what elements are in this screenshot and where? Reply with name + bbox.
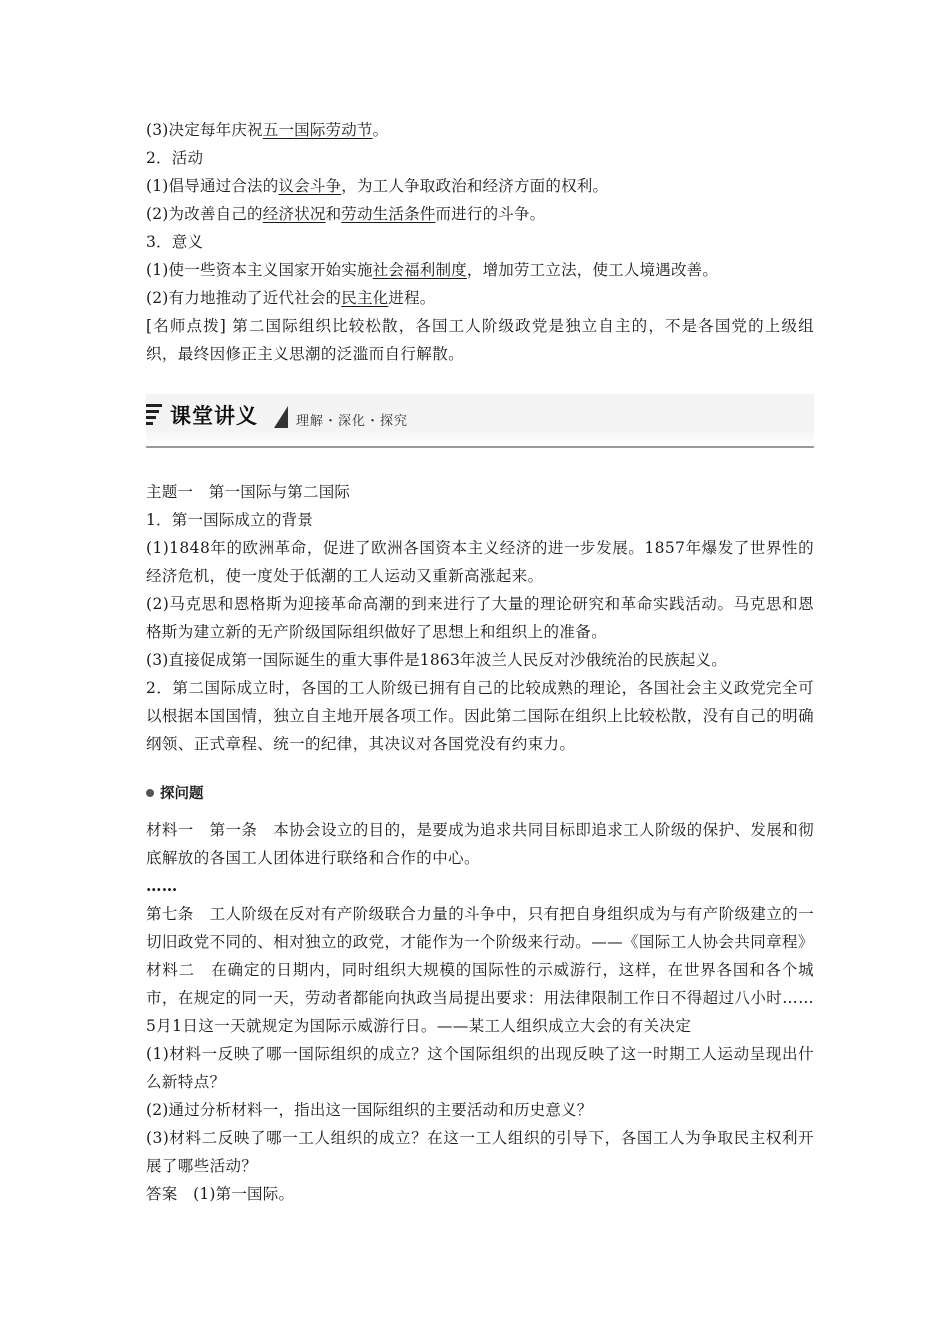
item-parliament: (1)倡导通过合法的议会斗争，为工人争取政治和经济方面的权利。 xyxy=(146,177,609,195)
background-para-3: (3)直接促成第一国际诞生的重大事件是1863年波兰人民反对沙俄统治的民族起义。 xyxy=(146,651,727,669)
term-democracy: 民主化 xyxy=(341,289,389,307)
question-1: (1)材料一反映了哪一国际组织的成立？这个国际组织的出现反映了这一时期工人运动呈现出什么新特点？ xyxy=(146,1045,814,1091)
teacher-tip: [名师点拨] 第二国际组织比较松散，各国工人阶级政党是独立自主的，不是各国党的上级组织，最终因修正主义思潮的泛滥而自行解散。 xyxy=(146,317,814,363)
stripes-icon xyxy=(146,404,162,426)
question-2: (2)通过分析材料一，指出这一国际组织的主要活动和历史意义？ xyxy=(146,1101,593,1119)
document-page xyxy=(146,116,814,1208)
second-international-para: 2．第二国际成立时，各国的工人阶级已拥有自己的比较成熟的理论，各国社会主义政党完全可以根据本国国情，独立自主地开展各项工作。因此第二国际在组织上比较松散，没有自己的明确纲领、正式章程、统一的纪律，其决议对各国党没有约束力。 xyxy=(146,679,814,753)
ellipsis: …… xyxy=(146,876,178,895)
banner-title: 课堂讲义 xyxy=(170,404,258,428)
topic-heading: 主题一 第一国际与第二国际 xyxy=(146,483,351,501)
item-may-day: (3)决定每年庆祝五一国际劳动节。 xyxy=(146,121,389,139)
section-activities: 2．活动 xyxy=(146,149,204,167)
term-labor: 劳动生活条件 xyxy=(341,205,436,223)
item-welfare: (1)使一些资本主义国家开始实施社会福利制度，增加劳工立法，使工人境遇改善。 xyxy=(146,261,719,279)
section-significance: 3．意义 xyxy=(146,233,204,251)
material-one-article-seven: 第七条 工人阶级在反对有产阶级联合力量的斗争中，只有把自身组织成为与有产阶级建立的一切旧政党不同的、相对独立的政党，才能作为一个阶级来行动。——《国际工人协会共同章程》 xyxy=(146,905,814,951)
material-two: 材料二 在确定的日期内，同时组织大规模的国际性的示威游行，这样，在世界各国和各个城市，在规定的同一天，劳动者都能向执政当局提出要求：用法律限制工作日不得超过八小时……5月1日这一天就规定为国际示威游行日。——某工人组织成立大会的有关决定 xyxy=(146,961,814,1035)
background-para-2: (2)马克思和恩格斯为迎接革命高潮的到来进行了大量的理论研究和革命实践活动。马克思和恩格斯为建立新的无产阶级国际组织做好了思想上和组织上的准备。 xyxy=(146,595,814,641)
banner-subtitle: 理解・深化・探究 xyxy=(296,414,409,429)
background-para-1: (1)1848年的欧洲革命，促进了欧洲各国资本主义经济的进一步发展。1857年爆发了世界性的经济危机，使一度处于低潮的工人运动又重新高涨起来。 xyxy=(146,539,814,585)
answer: 答案 (1)第一国际。 xyxy=(146,1185,295,1203)
term-welfare: 社会福利制度 xyxy=(372,261,467,279)
term-may-day: 五一国际劳动节 xyxy=(262,121,373,139)
material-one: 材料一 第一条 本协会设立的目的，是要成为追求共同目标即追求工人阶级的保护、发展和彻底解放的各国工人团体进行联络和合作的中心。 xyxy=(146,821,814,867)
bullet-icon xyxy=(146,789,154,797)
question-3: (3)材料二反映了哪一工人组织的成立？在这一工人组织的引导下，各国工人为争取民主权利开展了哪些活动？ xyxy=(146,1129,814,1175)
explore-heading: 探问题 xyxy=(146,780,814,808)
wedge-icon xyxy=(274,406,288,428)
term-economic: 经济状况 xyxy=(262,205,326,223)
item-economic: (2)为改善自己的经济状况和劳动生活条件而进行的斗争。 xyxy=(146,205,546,223)
topic-subheading: 1．第一国际成立的背景 xyxy=(146,511,314,529)
section-banner xyxy=(146,394,814,448)
item-democracy: (2)有力地推动了近代社会的民主化进程。 xyxy=(146,289,436,307)
term-parliament: 议会斗争 xyxy=(278,177,342,195)
